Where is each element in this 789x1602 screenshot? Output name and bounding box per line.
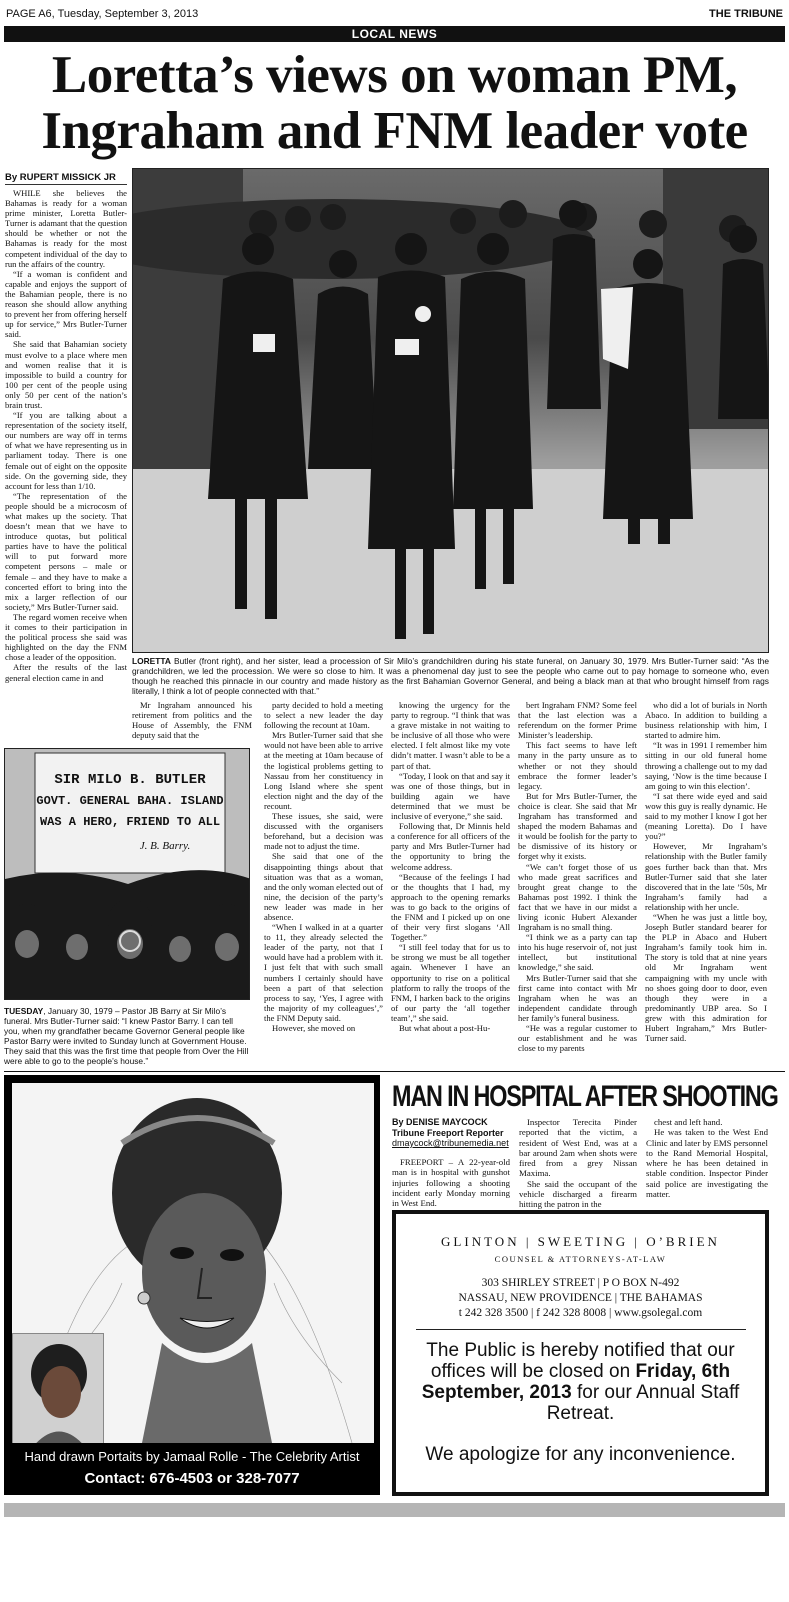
- story2-column-3: [646, 1117, 768, 1209]
- paragraph: He was taken to the West End Clinic and later by EMS personnel to the Rand Memorial Hospital, where he has been detained in stable condition. Inspector Pinder said police are investigating the matter.: [646, 1127, 768, 1200]
- paragraph: However, she moved on: [272, 1023, 356, 1033]
- byline: By RUPERT MISSICK JR: [5, 172, 127, 185]
- procession-photo-image: [133, 169, 769, 653]
- paragraph: “We can’t forget those of us who made great sacrifices and brought great change to the Bahamas post 1992. I think the fact that we have in our midst a living iconic Hubert Alexander Ingraham is no small thing.: [518, 861, 637, 933]
- paragraph: FREEPORT – A 22-year-old man is in hospital with gunshot injuries following a shooting incident early Monday morning in West End.: [392, 1157, 510, 1209]
- closure-notice-post: for our Annual Staff Retreat.: [546, 1382, 740, 1424]
- paragraph: The regard women receive when it comes to their participation in the political process she said was highlighted on the day the FNM chose a leader of the opposition.: [5, 611, 127, 663]
- story2-byline-role: Tribune Freeport Reporter: [392, 1127, 504, 1138]
- law-firm-ad: [392, 1210, 769, 1496]
- paragraph: Inspector Terecita Pinder reported that the victim, a resident of West End, was at a bar around 2am when shots were fired from a grey Nissan Maxima.: [519, 1117, 637, 1179]
- headline-line2: Ingraham and FNM leader vote: [41, 102, 748, 160]
- paragraph: Following that, Dr Minnis held a conference for all officers of the party and Mrs Butler-Turner had the opportunity to bring the welcome address.: [391, 821, 510, 872]
- story2-byline-name: By DENISE MAYCOCK: [392, 1117, 488, 1127]
- paragraph: She said that one of the disappointing things about that situation was that as a woman, and the only woman elected out of nine, the decision of the party’s new leader was made in her absence.: [264, 851, 383, 922]
- article-column-3: [264, 700, 383, 1070]
- closure-notice-date: Friday, 6th September, 2013: [421, 1361, 731, 1403]
- story2-byline: [392, 1117, 514, 1149]
- small-caption-text: , January 30, 1979 – Pastor JB Barry at Sir Milo’s funeral. Mrs Butler-Turner said: “I knew Pastor Barry. I can tell you, when my grandfather became Governor General people like Pastor Barry were invited to Sunday lunch at Government House. They said that this was the first time that people from Over the Hill were able to go to the people’s house.”: [4, 1006, 249, 1066]
- paragraph: “Today, I look on that and say it was one of those things, but in building again we have determined that we must be inclusive of everyone,” she said.: [391, 770, 510, 822]
- closure-notice-pre: The Public is hereby notified that our offices will be closed on: [426, 1340, 735, 1382]
- paragraph: “I sat there wide eyed and said wow this guy is really dynamic. He said to my mother I know I got her (meaning Loretta). Do I have you?”: [645, 790, 767, 842]
- portrait-drawing: [12, 1083, 374, 1443]
- law-firm-name: GLINTON | SWEETING | O’BRIEN: [441, 1234, 720, 1249]
- article-column-6: [645, 700, 767, 1070]
- article-column-2: [132, 700, 252, 740]
- paragraph: Mrs Butler-Turner said that she first came into contact with Mr Ingraham when he was an independent candidate through her family’s funeral business.: [518, 972, 637, 1023]
- article-column-5: [518, 700, 637, 1070]
- paragraph: Mrs Butler-Turner said that she would not have been able to arrive at the meeting at 10am because of the logistical problems getting to Nassau from her constituency in Long Island where she spent election night and the day of the recount.: [264, 730, 383, 811]
- funeral-procession-photo: [132, 168, 769, 653]
- paragraph: “When I walked in at a quarter to 11, they already selected the leader of the party, not that I would have had a problem with it. I just felt that with such small numbers I certainly should have been a part of that selection process to say, ‘Yes, I agree with the majority of my colleagues’,” the FNM Deputy said.: [264, 922, 383, 1023]
- paragraph: “He was a regular customer to our establishment and he was close to my parents: [518, 1023, 637, 1054]
- paragraph: chest and left hand.: [654, 1117, 723, 1127]
- small-caption-lead: TUESDAY: [4, 1006, 44, 1016]
- paragraph: who did a lot of burials in North Abaco. In addition to building a business relationship with him, I started to admire him.: [645, 700, 767, 741]
- paragraph: WHILE she believes the Bahamas is ready for a woman prime minister, Loretta Butler-Turner is adamant that the question should be whether or not the Bahamas is ready for the most competent individual of the day to run the affairs of the country.: [5, 188, 127, 269]
- paragraph: She said the occupant of the vehicle discharged a firearm hitting the patron in the: [519, 1178, 637, 1209]
- paragraph: party decided to hold a meeting to select a new leader the day following the recount at 10am.: [264, 700, 383, 731]
- paragraph: “When he was just a little boy, Joseph Butler standard bearer for the PLP in Abaco and Hubert Ingraham’s family took him in. The story is told that at nine years old Mr Ingraham went campaigning with my uncle with no shoes going door to door, even though they were in a predominantly UBP area. So I grew with this admiration for Hubert Ingraham,” Mrs Butler-Turner said.: [645, 911, 767, 1044]
- main-photo-caption: [132, 656, 769, 696]
- portrait-inset-image: [13, 1334, 104, 1443]
- paragraph: This fact seems to have left many in the party unsure as to whether or not they should embrace the former leader’s legacy.: [518, 740, 637, 791]
- story2-headline: MAN IN HOSPITAL AFTER SHOOTING: [392, 1080, 778, 1113]
- story2-column-2: [519, 1117, 637, 1209]
- paragraph: “If a woman is confident and capable and enjoys the support of the Bahamian people, there is no reason she should allow anything to prevent her from offering herself up for service,” Mrs Butler-Turner said.: [5, 268, 127, 340]
- paragraph: “Because of the feelings I had or the thoughts that I had, my approach to the opening remarks was to go back to the origins of the FNM and I picked up on one of their very first slogans ‘All Together.”: [391, 871, 510, 943]
- paragraph: “I still feel today that for us to be strong we must be all together again. Whenever I have an opportunity to rise on a political platform to rally the troops of the FNM, I harken back to the origins of our party the ‘all together team’,” she said.: [391, 942, 510, 1023]
- main-caption-lead: LORETTA: [132, 656, 171, 666]
- paragraph: But what about a post-Hu-: [399, 1023, 491, 1033]
- article-column-4: [391, 700, 510, 1070]
- sign-line-2: GOVT. GENERAL BAHA. ISLAND: [36, 794, 224, 808]
- section-label: LOCAL NEWS: [4, 26, 785, 42]
- law-ad-rule: [416, 1329, 746, 1330]
- paragraph: knowing the urgency for the party to regroup. “I think that was a grave mistake in not waiting to be inclusive of all those who were elected. I felt almost like my vote didn’t matter. I wasn’t able to be a part of that.: [391, 700, 510, 771]
- paragraph: These issues, she said, were discussed with the organisers beforehand, but a decision was made not to adjust the time.: [264, 811, 383, 852]
- portrait-ad-contact: Contact: 676-4503 or 328-7077: [84, 1470, 300, 1487]
- paragraph: She said that Bahamian society must evolve to a place where men and women realise that it is impossible to build a country for 100 per cent of the people using only 50 per cent of the nation’s brain trust.: [5, 339, 127, 410]
- sign-line-1: SIR MILO B. BUTLER: [54, 772, 206, 788]
- paragraph: However, Mr Ingraham’s relationship with the Butler family goes further back than that. Mrs Butler-Turner said that she later discovered that in the late ’50s, Mr Ingraham’s family had a relationship with her uncle.: [645, 841, 767, 912]
- paragraph: “If you are talking about a representation of the society itself, our numbers are way off in terms of what we have representing us in parliament today. There is one female out of eight on the opposite side. On the governing side, they account for less than 1/10.: [5, 410, 127, 491]
- paragraph: But for Mrs Butler-Turner, the choice is clear. She said that Mr Ingraham has transformed and shaped the modern Bahamas and it would be foolish for the party to be dismissive of its history or forget why it exists.: [518, 790, 637, 862]
- law-firm-address-2: NASSAU, NEW PROVIDENCE | THE BAHAMAS: [458, 1292, 703, 1304]
- paragraph: bert Ingraham FNM? Some feel that the last election was a referendum on the former Prime Minister’s leadership.: [518, 700, 637, 741]
- story2-column-1: [392, 1157, 510, 1209]
- law-firm-address: [396, 1276, 765, 1321]
- closure-apology: We apologize for any inconvenience.: [425, 1444, 736, 1465]
- paragraph: “It was in 1991 I remember him sitting in our old funeral home throwing a challenge out to my dad saying, ‘Now is the time because I am going to win this election’.: [645, 740, 767, 791]
- headline: [4, 47, 785, 159]
- small-photo-caption: [4, 1006, 250, 1066]
- portrait-ad-tagline: Hand drawn Portaits by Jamaal Rolle - The Celebrity Artist: [24, 1449, 360, 1464]
- paper-name: THE TRIBUNE: [709, 8, 783, 20]
- main-caption-text: Butler (front right), and her sister, lead a procession of Sir Milo’s grandchildren during his state funeral, on January 30, 1979. Mrs Butler-Turner said: “As the grandchildren, we led the procession. We were so close to him. It was a phenomenal day just to see the people who came out to pay homage to someone who, even though he reached this pinnacle in our country and made history as the first Bahamian Governor General, and being a black man at that who brought himself from rags literally, I think a lot of people connected with that.”: [132, 656, 769, 696]
- pastor-sign-image: [5, 749, 250, 1000]
- sign-signature: J. B. Barry.: [139, 840, 191, 852]
- law-firm-address-1: 303 SHIRLEY STREET | P O BOX N-492: [481, 1277, 680, 1289]
- pastor-sign-photo: [4, 748, 250, 1000]
- paragraph: “The representation of the people should be a microcosm of what makes up the society. That doesn’t mean that we have to introduce quotas, but political parties have to have the political will to put forward more competent persons – male or female – and they have to make a concerted effort to bring into the mix a larger reflection of our society,” Mrs Butler-Turner said.: [5, 490, 127, 612]
- paragraph: After the results of the last general election came in and: [5, 662, 127, 683]
- article-column-1: [5, 188, 127, 748]
- page-date: PAGE A6, Tuesday, September 3, 2013: [6, 8, 199, 20]
- article-divider: [4, 1071, 785, 1072]
- story2-byline-email[interactable]: dmaycock@tribunemedia.net: [392, 1138, 509, 1148]
- portrait-artist-ad: [4, 1075, 380, 1495]
- paragraph: “I think we as a party can tap into his huge reservoir of, not just intellect, but institutional knowledge,” she said.: [518, 932, 637, 973]
- law-firm-subtitle: COUNSEL & ATTORNEYS-AT-LAW: [494, 1254, 667, 1264]
- footer-band: [4, 1503, 785, 1517]
- portrait-photo-inset: [12, 1333, 104, 1443]
- law-firm-contact: t 242 328 3500 | f 242 328 8008 | www.gsolegal.com: [458, 1307, 703, 1319]
- headline-line1: Loretta’s views on woman PM,: [51, 46, 738, 104]
- paragraph: Mr Ingraham announced his retirement from politics and the House of Assembly, the FNM deputy said that the: [132, 700, 252, 740]
- sign-line-3: WAS A HERO, FRIEND TO ALL: [39, 815, 221, 829]
- page-folio: [6, 8, 783, 22]
- closure-notice: [396, 1340, 765, 1424]
